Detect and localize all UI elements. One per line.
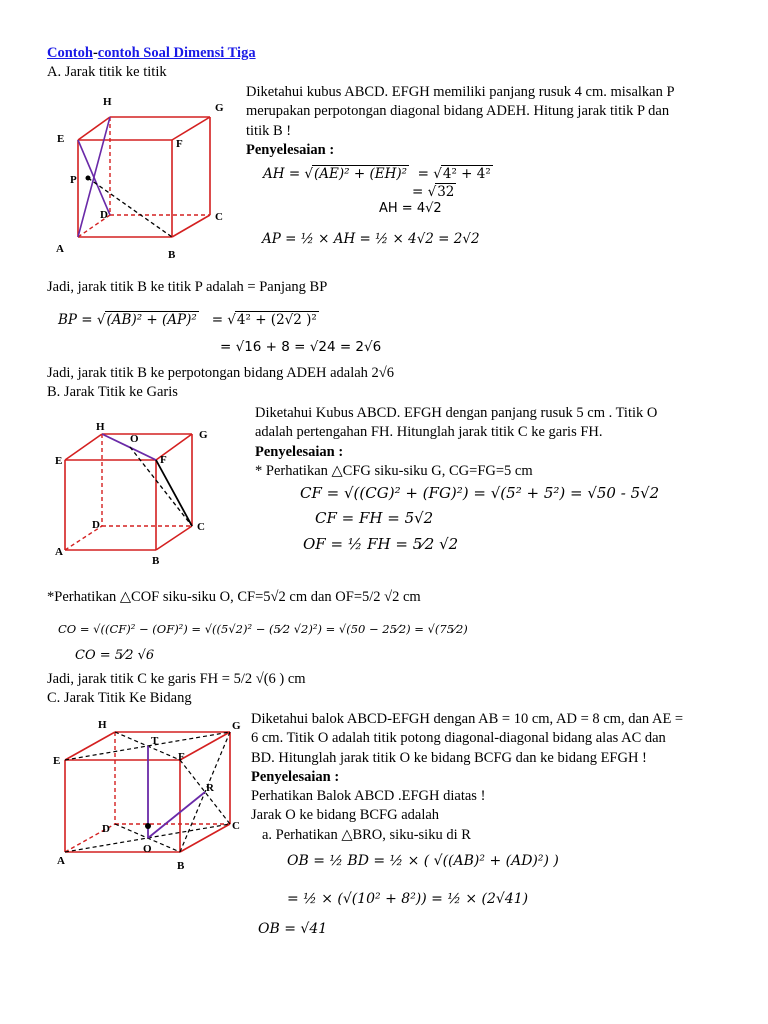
section-a-solution-label: Penyelesaian : xyxy=(246,141,335,158)
label-g: G xyxy=(199,429,208,441)
label-r: R xyxy=(206,782,214,794)
eq-ap: AP = ½ × AH = ½ × 4√2 = 2√2 xyxy=(262,231,480,247)
section-b-heading: B. Jarak Titik ke Garis xyxy=(47,384,178,400)
section-a-conclusion2: Jadi, jarak titik B ke perpotongan bidang ADEH adalah 2√6 xyxy=(47,365,395,381)
section-c-line: Perhatikan Balok ABCD .EFGH diatas ! xyxy=(251,788,486,805)
eq-co-line2: CO = 5⁄2 √6 xyxy=(75,648,155,663)
point-p-marker xyxy=(86,176,91,181)
section-c-line: Jarak O ke bidang BCFG adalah xyxy=(251,807,440,824)
section-a-heading: A. Jarak titik ke titik xyxy=(47,64,167,80)
label-o: O xyxy=(130,433,139,445)
section-b-conclusion: Jadi, jarak titik C ke garis FH = 5/2 √(6 ) cm xyxy=(47,671,306,687)
label-b: B xyxy=(168,249,176,261)
label-f: F xyxy=(176,138,183,150)
label-p: P xyxy=(70,174,77,186)
section-a-problem xyxy=(246,83,675,160)
label-c: C xyxy=(197,521,205,533)
eq-bp-line2: = √16 + 8 = √24 = 2√6 xyxy=(220,339,382,355)
section-a-conclusion1: Jadi, jarak titik B ke titik P adalah = Panjang BP xyxy=(47,279,328,295)
section-c-heading: C. Jarak Titik Ke Bidang xyxy=(47,690,192,706)
eq-bp-radicand2: 4² + (2√2 )² xyxy=(236,312,317,328)
label-h: H xyxy=(96,421,105,433)
eq-of: OF = ½ FH = 5⁄2 √2 xyxy=(303,535,459,553)
label-a: A xyxy=(57,855,65,867)
title-link-contoh[interactable]: Contoh xyxy=(47,45,93,61)
eq-ah2-equals: = xyxy=(412,184,424,200)
eq-bp-radicand: (AB)² + (AP)² xyxy=(106,312,197,328)
label-e: E xyxy=(55,455,63,467)
cube-diagram-a xyxy=(50,92,240,262)
section-b-problem-line: Diketahui Kubus ABCD. EFGH dengan panjang rusuk 5 cm . Titik O xyxy=(255,405,658,421)
section-c-problem-line: Diketahui balok ABCD-EFGH dengan AB = 10 cm, AD = 8 cm, dan AE = xyxy=(251,711,684,727)
label-o: O xyxy=(143,843,152,855)
section-c-sub-a: a. Perhatikan △BRO, siku-siku di R xyxy=(262,826,471,843)
section-c-problem xyxy=(251,710,683,845)
eq-ob-line1: OB = ½ BD = ½ × ( √((AB)² + (AD)²) ) xyxy=(287,853,559,869)
label-a: A xyxy=(55,546,63,558)
eq-cf-line2: CF = FH = 5√2 xyxy=(315,509,434,527)
label-d: D xyxy=(102,823,110,835)
eq-cf-line1: CF = √((CG)² + (FG)²) = √(5² + 5²) = √50 - 5√2 xyxy=(300,484,660,502)
section-b-note1: * Perhatikan △CFG siku-siku G, CG=FG=5 cm xyxy=(255,462,533,479)
label-h: H xyxy=(103,96,112,108)
section-a-problem-line: merupakan perpotongan diagonal bidang ADEH. Hitung jarak titik P dan xyxy=(246,103,670,120)
section-b-solution-label: Penyelesaian : xyxy=(255,443,344,460)
label-g: G xyxy=(215,102,224,114)
label-f: F xyxy=(160,454,167,466)
eq-ah-radicand: (AE)² + (EH)² xyxy=(314,166,408,182)
eq-co-line1: CO = √((CF)² − (OF)²) = √((5√2)² − (5⁄2 √2)²) = √(50 − 25⁄2) = √(75⁄2) xyxy=(58,622,468,636)
eq-ob-line3: OB = √41 xyxy=(258,921,328,937)
label-d: D xyxy=(92,519,100,531)
label-c: C xyxy=(215,211,223,223)
title-link-soal[interactable]: contoh Soal Dimensi Tiga xyxy=(97,45,256,61)
label-b: B xyxy=(152,555,160,567)
section-c-problem-line: 6 cm. Titik O adalah titik potong diagonal-diagonal bidang alas AC dan xyxy=(251,730,666,747)
label-h: H xyxy=(98,719,107,731)
eq-ah2-radicand: 32 xyxy=(437,184,455,200)
label-e: E xyxy=(57,133,65,145)
cube-diagram-b xyxy=(50,418,220,568)
section-c-solution-label: Penyelesaian : xyxy=(251,768,340,785)
eq-ah-line1: AH = √(AE)² + (EH)² = √4² + 4² xyxy=(263,166,491,182)
label-e: E xyxy=(53,755,61,767)
label-b: B xyxy=(177,860,185,872)
section-a-problem-line: titik B ! xyxy=(246,122,292,139)
eq-bp-lhs: BP = xyxy=(58,312,93,328)
section-a-problem-line: Diketahui kubus ABCD. EFGH memiliki panjang rusuk 4 cm. misalkan P xyxy=(246,84,675,100)
label-c: C xyxy=(232,820,240,832)
section-b-problem xyxy=(255,404,657,481)
section-b-note2: *Perhatikan △COF siku-siku O, CF=5√2 cm dan OF=5/2 √2 cm xyxy=(47,589,421,605)
eq-ah-line2: = √32 xyxy=(412,184,455,200)
eq-ah-equals: = xyxy=(417,166,429,182)
label-d: D xyxy=(100,209,108,221)
eq-bp-equals: = xyxy=(211,312,223,328)
eq-ob-line2: = ½ × (√(10² + 8²)) = ½ × (2√41) xyxy=(287,891,529,907)
page-title xyxy=(47,44,256,63)
eq-bp-line1: BP = √(AB)² + (AP)² = √4² + (2√2 )² xyxy=(58,312,317,328)
eq-ah-lhs: AH = xyxy=(263,166,301,182)
eq-ah-line3: AH = 4√2 xyxy=(379,201,442,216)
label-t: T xyxy=(151,735,159,747)
point-o-marker xyxy=(145,823,151,829)
section-c-problem-line: BD. Hitunglah jarak titik O ke bidang BCFG dan ke bidang EFGH ! xyxy=(251,749,647,766)
cuboid-diagram-c xyxy=(50,712,250,877)
label-g: G xyxy=(232,720,241,732)
eq-ah-radicand2: 4² + 4² xyxy=(442,166,491,182)
label-f: F xyxy=(178,751,185,763)
label-a: A xyxy=(56,243,64,255)
title-separator: - xyxy=(92,45,98,61)
section-b-problem-line: adalah pertengahan FH. Hitunglah jarak titik C ke garis FH. xyxy=(255,424,603,441)
